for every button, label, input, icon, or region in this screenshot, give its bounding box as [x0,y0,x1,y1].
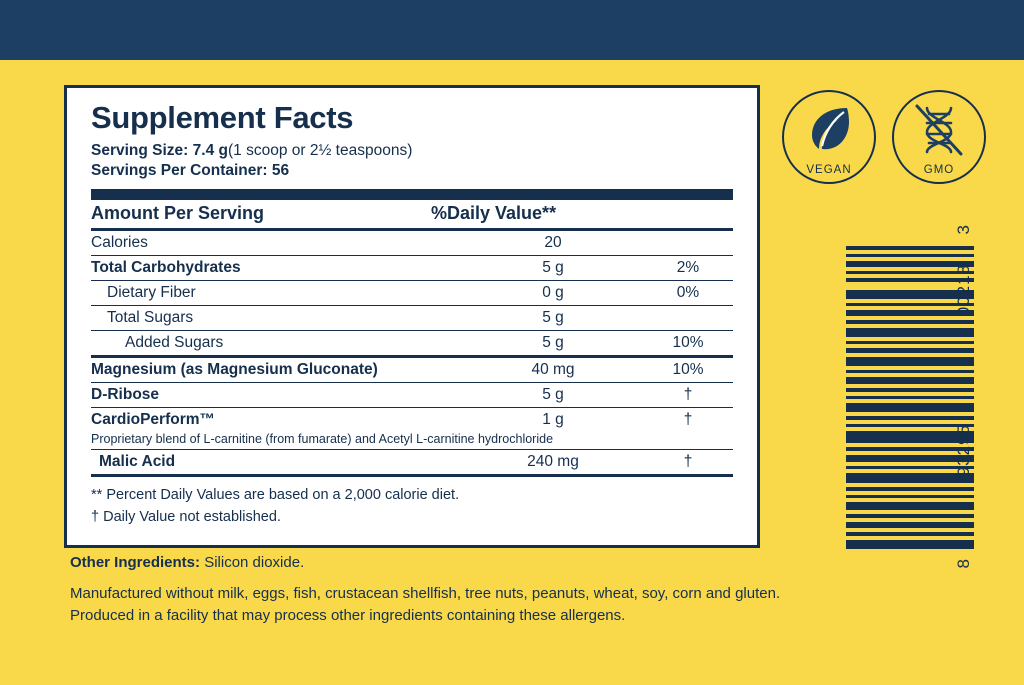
row-name: Malic Acid [91,450,463,476]
certification-seals [782,90,1008,186]
other-ingredients-title: Other Ingredients: [70,554,201,571]
row-dv: † [683,411,693,429]
row-amount: 5 g [463,331,643,357]
proprietary-blend-text: Proprietary blend of L-carnitine (from fumarate) and Acetyl L-carnitine hydrochloride [91,432,733,450]
row-dv: 10% [643,357,733,383]
row-amount: 40 mg [463,357,643,383]
row-dv: 2% [643,256,733,281]
barcode-digit-top: 3 [954,224,973,235]
vegan-seal-label: VEGAN [806,164,852,176]
row-name: Calories [91,231,463,256]
nutrition-table [91,231,733,477]
row-dv: † [643,450,733,476]
allergen-statement: Manufactured without milk, eggs, fish, crustacean shellfish, tree nuts, peanuts, wheat, soy, corn and gluten. Produced in a facility that may process other ingredients containing these allergens. [70,585,781,624]
serving-size-line [91,141,733,161]
barcode-digit-bottom: 8 [954,558,973,569]
row-name: Total Carbohydrates [91,256,463,281]
serving-size-label: Serving Size: [91,141,189,159]
row-amount: 5 g [463,256,643,281]
servings-per-container-label: Servings Per Container: [91,162,268,179]
servings-per-container-value: 56 [271,162,290,179]
table-row [91,408,733,433]
row-amount: 240 mg [463,450,643,476]
other-ingredients-section [70,552,810,626]
supplement-facts-title: Supplement Facts [91,100,354,135]
top-color-band [0,0,1024,60]
non-gmo-seal-label: GMO [923,164,955,176]
row-amount: 1 g [542,411,564,429]
row-name: CardioPerform™ [91,411,216,429]
proprietary-blend-row [91,432,733,450]
servings-per-container-line [91,161,733,181]
barcode-digit-lower: 93295 [954,424,973,477]
table-row [91,450,733,476]
row-name: Magnesium (as Magnesium Gluconate) [91,357,463,383]
other-ingredients-value: Silicon dioxide. [204,554,305,571]
other-ingredients-line [70,552,810,573]
supplement-facts-panel [64,85,760,548]
table-row [91,256,733,281]
no-gmo-dna-icon [912,104,966,156]
table-row [91,281,733,306]
row-name: Added Sugars [91,331,463,357]
footnote-dagger: † Daily Value not established. [91,509,281,526]
vegan-seal [782,90,876,184]
row-name: Total Sugars [91,306,463,331]
row-amount: 20 [463,231,643,256]
footnotes [91,477,733,529]
barcode-digit-upper: 00218 [954,264,973,317]
row-amount: 5 g [463,306,643,331]
facts-header-row [91,200,733,228]
row-dv: † [643,383,733,408]
row-name: D-Ribose [91,383,463,408]
row-amount: 5 g [463,383,643,408]
amount-per-serving-header: Amount Per Serving [91,203,265,224]
row-name: Dietary Fiber [91,281,463,306]
row-dv: 0% [643,281,733,306]
row-dv [643,231,733,256]
barcode [846,224,982,588]
table-row [91,306,733,331]
leaf-icon [805,104,853,154]
serving-size-value: 7.4 g [192,141,228,159]
row-amount: 0 g [463,281,643,306]
serving-size-note: (1 scoop or 2½ teaspoons) [227,141,413,159]
row-dv: 10% [643,331,733,357]
table-row [91,383,733,408]
daily-value-header: %Daily Value** [431,203,557,224]
row-dv [643,306,733,331]
panel-divider-thick-top [91,189,733,200]
table-row [91,231,733,256]
table-row [91,357,733,383]
footnote-daily-value: ** Percent Daily Values are based on a 2,000 calorie diet. [91,487,460,504]
non-gmo-seal [892,90,986,184]
table-row [91,331,733,357]
